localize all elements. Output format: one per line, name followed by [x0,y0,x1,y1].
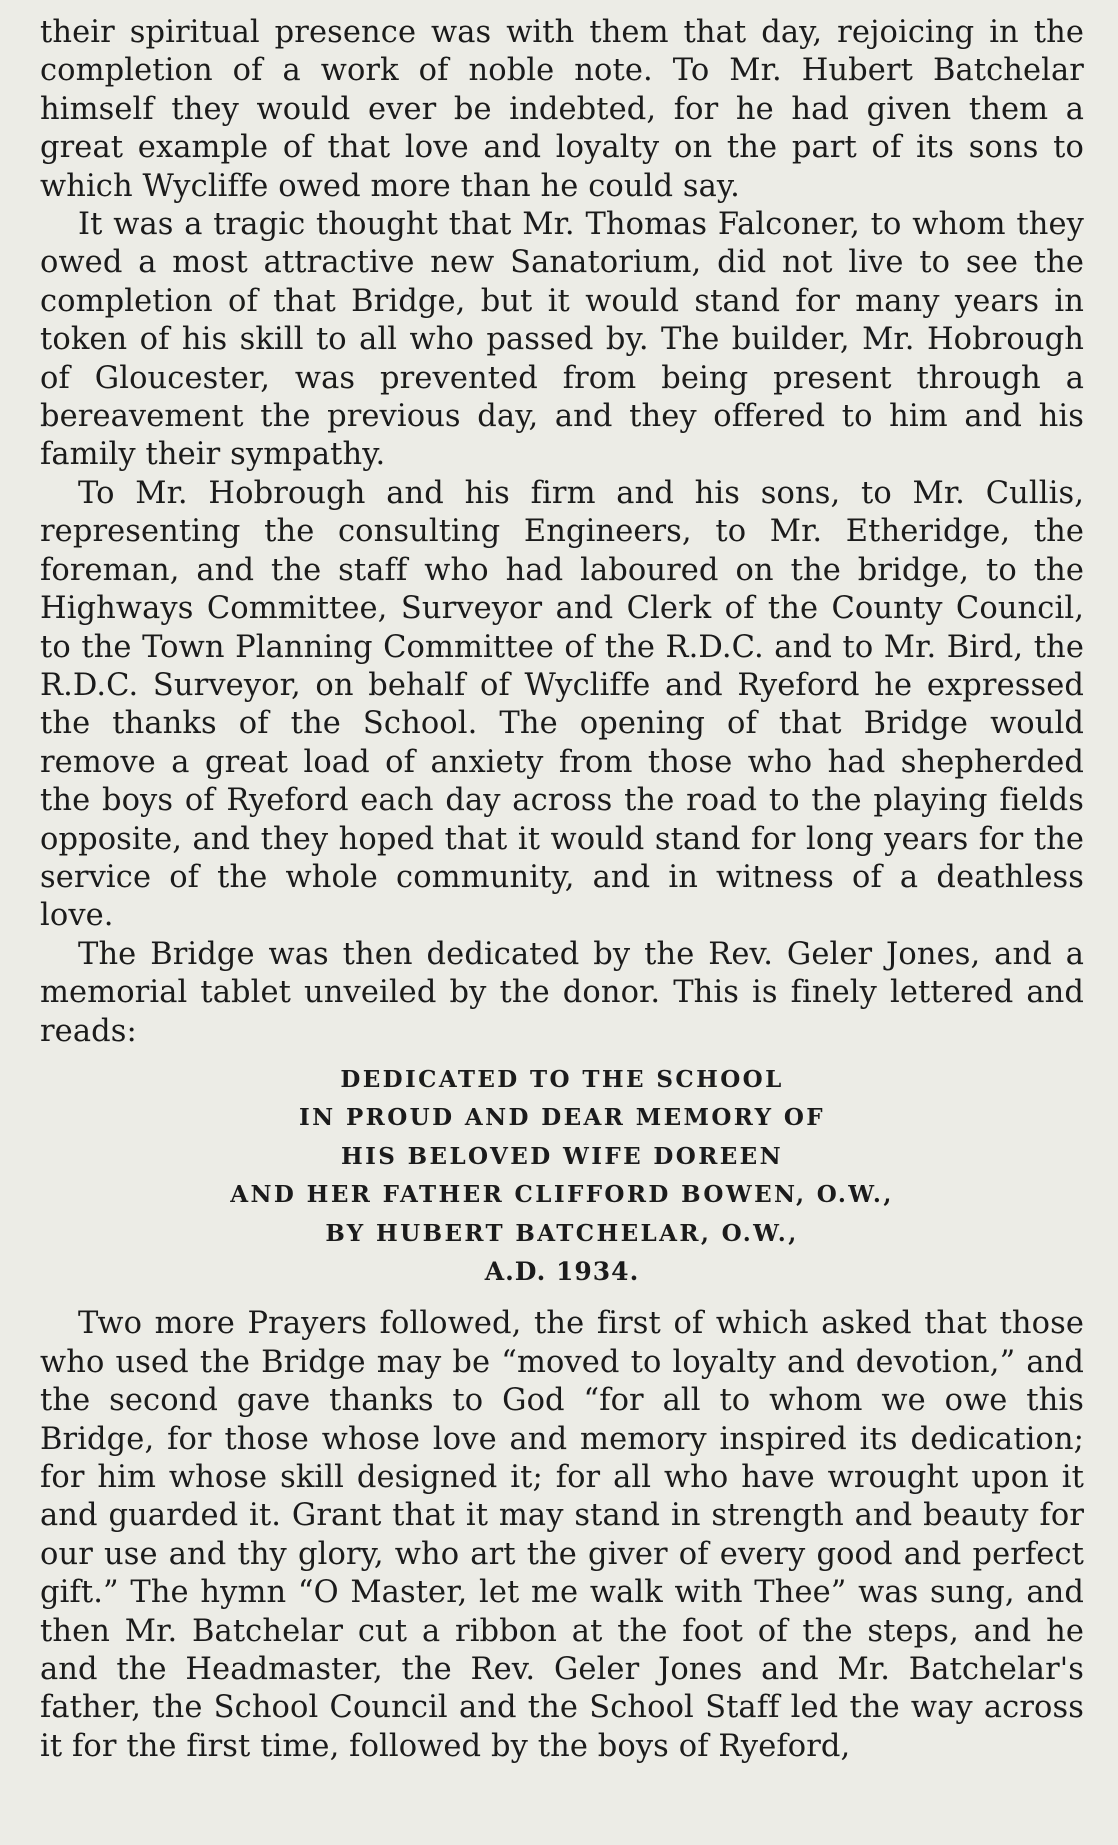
inscription-date: A.D. 1934. [484,1257,640,1286]
paragraph-tragic-thought: It was a tragic thought that Mr. Thomas Falconer, to whom they owed a most attractive new Sanatorium, did not live to see the completion of that Bridge, but it would stand for many years in token of his skill to all who passed by. The builder, Mr. Hobrough of Gloucester, was prevented from being present through a bereavement the previous day, and they offered to him and his family their sympathy. [40,207,1084,473]
inscription-line: IN PROUD AND DEAR MEMORY OF [299,1104,825,1132]
inscription-line: DEDICATED TO THE SCHOOL [340,1065,784,1093]
paragraph-spiritual-presence: their spiritual presence was with them that day, rejoicing in the completion of a work of noble note. To Mr. Hubert Batchelar himself they would ever be indebted, for he had given them a great example of that love and loyalty on the part of its sons to which Wycliffe owed more than he could say. [40,15,1084,204]
inscription-line: AND HER FATHER CLIFFORD BOWEN, O.W., [230,1181,894,1209]
paragraph-thanks: To Mr. Hobrough and his firm and his sons, to Mr. Cullis, representing the consulting Engineers, to Mr. Etheridge, the foreman, and the staff who had laboured on the bridge, to the Highways Committee, Surveyor and Clerk of the County Council, to the Town Planning Committee of the R.D.C. and to Mr. Bird, the R.D.C. Surveyor, on behalf of Wycliffe and Ryeford he expressed the thanks of the School. The opening of that Bridge would remove a great load of anxiety from those who had shepherded the boys of Ryeford each day across the road to the playing fields opposite, and they hoped that it would stand for long years for the service of the whole community, and in witness of a deathless love. [40,475,1084,934]
inscription-line: HIS BELOVED WIFE DOREEN [340,1142,784,1170]
inscription-line: BY HUBERT BATCHELAR, O.W., [325,1219,799,1247]
paragraph-prayers: Two more Prayers followed, the first of which asked that those who used the Bridge may be “moved to loyalty and devotion,” and the second gave thanks to God “for all to whom we owe this Bridge, for those whose love and memory inspired its dedication; for him whose skill designed it; for all who have wrought upon it and guarded it. Grant that it may stand in strength and beauty for our use and thy glory, who art the giver of every good and perfect gift.” The hymn “O Master, let me walk with Thee” was sung, and then Mr. Batchelar cut a ribbon at the foot of the steps, and he and the Headmaster, the Rev. Geler Jones and Mr. Batchelar's father, the School Council and the School Staff led the way across it for the first time, followed by the boys of Ryeford, [40,1306,1084,1764]
paragraph-dedication: The Bridge was then dedicated by the Rev. Geler Jones, and a memorial tablet unveiled by the donor. This is finely lettered and reads: [40,936,1084,1049]
memorial-inscription [40,1061,1084,1291]
